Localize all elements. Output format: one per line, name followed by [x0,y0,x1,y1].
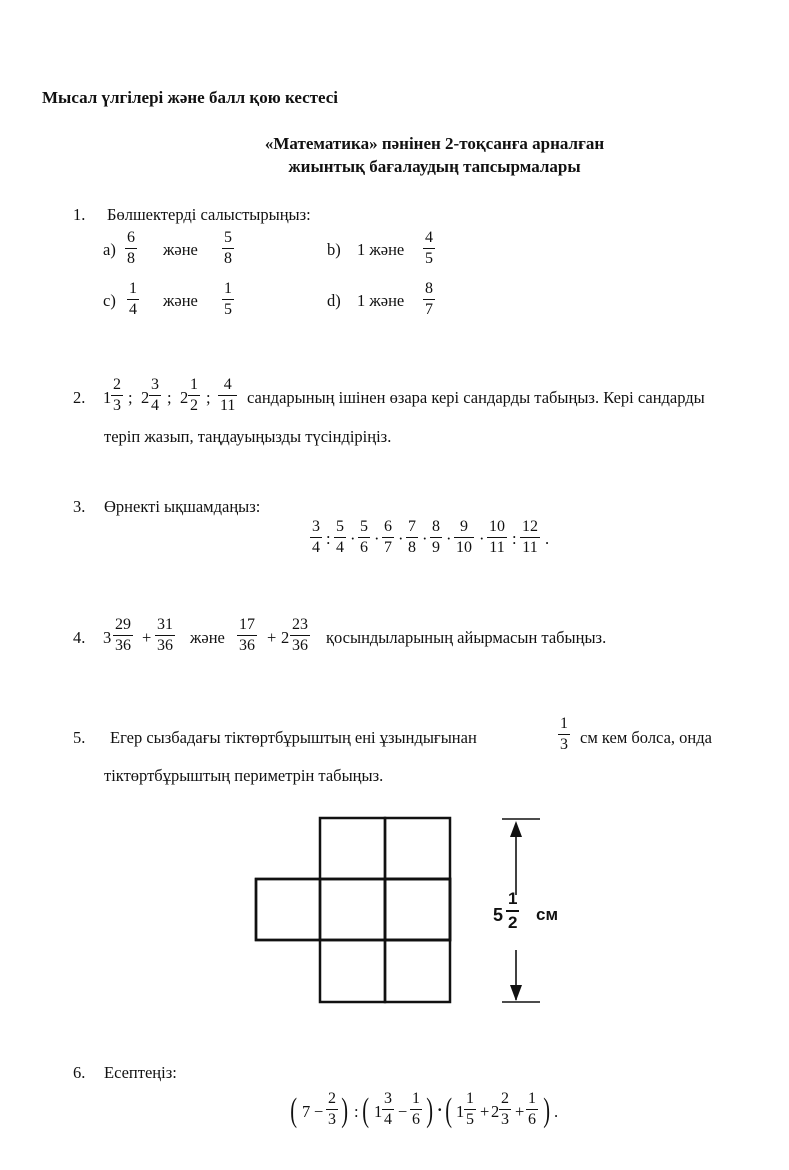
subtitle-line-2: жиынтық бағалаудың тапсырмалары [288,157,581,176]
task3-operator: · [398,529,404,548]
paren-close: ) [341,1092,349,1129]
task3-fraction: 3 4 [312,518,320,556]
task5-fraction: 1 3 [560,715,568,753]
task3-fraction: 12 11 [522,518,538,556]
task1-d-label: d) [327,291,341,310]
task2-separator: ; [167,388,172,407]
task2-number: 2. [73,388,86,407]
task2-mixed-2-fraction: 3 4 [151,376,159,414]
paren-open: ( [445,1092,453,1129]
task6-plus: + [480,1102,490,1121]
task5-text-line-2: тіктөртбұрыштың периметрін табыңыз. [104,766,384,785]
task6-mixed-whole: 2 [491,1102,500,1121]
figure-cell-top-right [385,818,450,879]
task3-fraction: 5 6 [360,518,368,556]
task6-text: Есептеңіз: [104,1063,177,1082]
task5-text-line-1b: см кем болса, онда [580,728,712,747]
task6-seven: 7 [302,1102,311,1121]
task2-mixed-1-fraction: 2 3 [113,376,121,414]
task2-mixed-3-whole: 2 [180,388,189,407]
task2-fraction-4: 4 11 [220,376,236,414]
task3-operator: · [374,529,380,548]
task6-dot: · [437,1100,443,1119]
task4-plus: + [142,628,152,647]
task1-a-and: және [163,240,198,259]
task3-fraction: 9 10 [456,518,472,556]
task1-c-fraction-2: 1 5 [224,280,232,318]
task6-expression [288,1086,588,1142]
task3-operator: · [479,529,485,548]
task3-operator: : [326,529,331,548]
task2-mixed-3-fraction: 1 2 [190,376,198,414]
paren-open: ( [290,1092,298,1129]
task4-plus: + [267,628,277,647]
task6-minus: − [398,1102,408,1121]
task3-fraction: 6 7 [384,518,392,556]
task2-mixed-1-whole: 1 [103,388,112,407]
task6-fraction-5: 2 3 [501,1090,509,1128]
task6-mixed-whole: 1 [456,1102,465,1121]
task5-number: 5. [73,728,86,747]
task1-d-fraction: 8 7 [425,280,433,318]
task4-text: қосындыларының айырмасын табыңыз. [326,628,607,647]
figure-cell-mid-center-right [385,879,450,940]
task3-text: Өрнекті ықшамдаңыз: [104,497,261,516]
task4-number: 4. [73,628,86,647]
task1-text: Бөлшектерді салыстырыңыз: [107,205,311,224]
task3-fraction: 10 11 [489,518,505,556]
task3-operator: · [350,529,356,548]
task4-mixed-1-whole: 3 [103,628,112,647]
task3-fraction: 8 9 [432,518,440,556]
arrow-up-icon [510,821,522,837]
task3-fraction: 7 8 [408,518,416,556]
figure-cell-mid-center-left [320,879,385,940]
task4-mixed-4-fraction: 23 36 [292,616,308,654]
figure-cell-mid-left [256,879,320,940]
task1-d-whole: 1 және [357,291,405,310]
task1-c-fraction-1: 1 4 [129,280,137,318]
task3-operator: · [446,529,452,548]
task2-separator: ; [206,388,211,407]
task2-text-line-2: теріп жазып, таңдауыңызды түсіндіріңіз. [104,427,392,446]
task3-expression [310,517,610,567]
task1-number: 1. [73,205,86,224]
task3-end: . [545,529,550,548]
task4-mixed-1-fraction: 29 36 [115,616,131,654]
task6-plus: + [515,1102,525,1121]
task5-text-line-1a: Егер сызбадағы тіктөртбұрыштың ені ұзындығынан [110,728,477,747]
figure-dimension-unit: см [536,905,559,924]
task6-fraction-1: 2 3 [328,1090,336,1128]
task3-operator: · [422,529,428,548]
task6-fraction-3: 1 6 [412,1090,420,1128]
task1-c-and: және [163,291,198,310]
paren-open: ( [362,1092,370,1129]
task3-number: 3. [73,497,86,516]
task6-number: 6. [73,1063,86,1082]
task6-mixed-whole: 1 [374,1102,383,1121]
task4-and: және [190,628,225,647]
task2-text-line-1: сандарының ішінен өзара кері сандарды табыңыз. Кері сандарды [247,388,705,407]
arrow-down-icon [510,985,522,1001]
task3-fraction: 5 4 [336,518,344,556]
task6-colon: : [354,1102,359,1121]
task6-fraction-2: 3 4 [384,1090,392,1128]
task6-minus: − [314,1102,324,1121]
paren-close: ) [543,1092,551,1129]
task1-b-whole: 1 және [357,240,405,259]
task1-b-label: b) [327,240,341,259]
task2-mixed-2-whole: 2 [141,388,150,407]
task4-fraction-2: 31 36 [157,616,173,654]
figure-cell-bottom-left [320,940,385,1002]
task6-fraction-6: 1 6 [528,1090,536,1128]
paren-close: ) [426,1092,434,1129]
task6-end: . [554,1102,559,1121]
task4-fraction-3: 17 36 [239,616,255,654]
task1-a-fraction-2: 5 8 [224,229,232,267]
figure-cell-bottom-right [385,940,450,1002]
task3-operator: : [512,529,517,548]
task1-b-fraction: 4 5 [425,229,433,267]
task1-a-label: a) [103,240,116,259]
task1-c-label: c) [103,291,116,310]
task1-a-fraction-1: 6 8 [127,229,135,267]
figure-dimension-fraction: 1 2 [508,889,518,932]
subtitle-line-1: «Математика» пәнінен 2-тоқсанға арналған [264,134,605,153]
document-title: Мысал үлгілері және балл қою кестесі [42,88,339,107]
task6-fraction-4: 1 5 [466,1090,474,1128]
task2-separator: ; [128,388,133,407]
figure-cell-top-left [320,818,385,879]
task4-mixed-4-whole: 2 [281,628,290,647]
figure-dimension-whole: 5 [493,905,504,925]
